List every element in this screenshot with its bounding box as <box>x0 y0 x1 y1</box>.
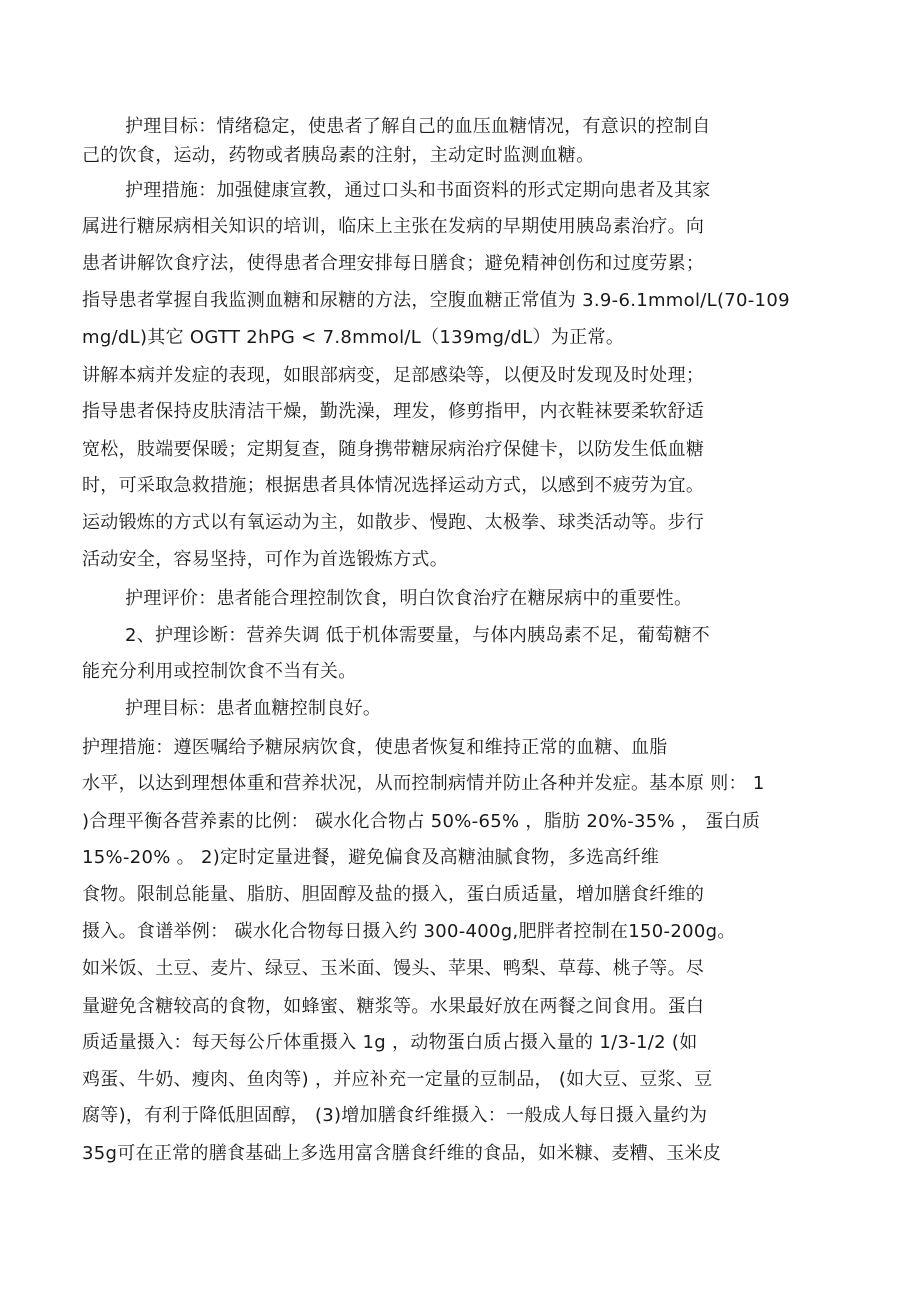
text-line: 水平，以达到理想体重和营养状况，从而控制病情并防止各种并发症。基本原 则： 1 <box>82 773 765 794</box>
text-line: 护理措施：加强健康宣教，通过口头和书面资料的形式定期向患者及其家 <box>125 180 711 201</box>
text-line: 护理措施：遵医嘱给予糖尿病饮食，使患者恢复和维持正常的血糖、血脂 <box>82 737 668 758</box>
text-line: 指导患者掌握自我监测血糖和尿糖的方法，空腹血糖正常值为 3.9-6.1mmol/L(70-109 <box>82 290 790 311</box>
text-line: 护理目标：患者血糖控制良好。 <box>125 698 382 719</box>
text-line: 时，可采取急救措施；根据患者具体情况选择运动方式，以感到不疲劳为宜。 <box>82 475 705 496</box>
text-line: 患者讲解饮食疗法，使得患者合理安排每日膳食；避免精神创伤和过度劳累； <box>82 253 705 274</box>
text-line: 鸡蛋、牛奶、瘦肉、鱼肉等) ，并应补充一定量的豆制品， (如大豆、豆浆、豆 <box>82 1069 713 1090</box>
text-line: 属进行糖尿病相关知识的培训，临床上主张在发病的早期使用胰岛素治疗。向 <box>82 216 705 237</box>
text-line: 量避免含糖较高的食物，如蜂蜜、糖浆等。水果最好放在两餐之间食用。蛋白 <box>82 996 705 1017</box>
text-line: 腐等)，有利于降低胆固醇， (3)增加膳食纤维摄入：一般成人每日摄入量约为 <box>82 1105 708 1126</box>
text-line: 食物。限制总能量、脂肪、胆固醇及盐的摄入，蛋白质适量，增加膳食纤维的 <box>82 884 705 905</box>
text-line: 能充分利用或控制饮食不当有关。 <box>82 661 357 682</box>
text-line: 质适量摄入：每天每公斤体重摄入 1g ，动物蛋白质占摄入量的 1/3-1/2 (如 <box>82 1032 698 1053</box>
text-line: 运动锻炼的方式以有氧运动为主，如散步、慢跑、太极拳、球类活动等。步行 <box>82 512 705 533</box>
text-line: 己的饮食，运动，药物或者胰岛素的注射，主动定时监测血糖。 <box>82 145 595 166</box>
text-line: 摄入。食谱举例： 碳水化合物每日摄入约 300-400g,肥胖者控制在150-200g。 <box>82 921 736 942</box>
text-line: 如米饭、土豆、麦片、绿豆、玉米面、馒头、苹果、鸭梨、草莓、桃子等。尽 <box>82 958 705 979</box>
text-line: 护理评价：患者能合理控制饮食，明白饮食治疗在糖尿病中的重要性。 <box>125 588 693 609</box>
text-line: 护理目标：情绪稳定，使患者了解自己的血压血糖情况，有意识的控制自 <box>125 116 711 137</box>
text-line: mg/dL)其它 OGTT 2hPG < 7.8mmol/L（139mg/dL）为正常。 <box>82 327 625 348</box>
text-line: 2、护理诊断：营养失调 低于机体需要量，与体内胰岛素不足，葡萄糖不 <box>125 625 711 646</box>
text-line: )合理平衡各营养素的比例： 碳水化合物占 50%-65% ，脂肪 20%-35% ， 蛋白质 <box>82 811 761 832</box>
text-line: 活动安全，容易坚持，可作为首选锻炼方式。 <box>82 549 448 570</box>
text-line: 宽松，肢端要保暖；定期复查，随身携带糖尿病治疗保健卡，以防发生低血糖 <box>82 439 705 460</box>
text-line: 15%-20% 。 2)定时定量进餐，避免偏食及高糖油腻食物，多选高纤维 <box>82 847 660 868</box>
text-line: 讲解本病并发症的表现，如眼部病变，足部感染等，以便及时发现及时处理； <box>82 365 705 386</box>
text-line: 35g可在正常的膳食基础上多选用富含膳食纤维的食品，如米糠、麦糟、玉米皮 <box>82 1143 722 1164</box>
text-line: 指导患者保持皮肤清洁干燥，勤洗澡，理发，修剪指甲，内衣鞋袜要柔软舒适 <box>82 401 705 422</box>
